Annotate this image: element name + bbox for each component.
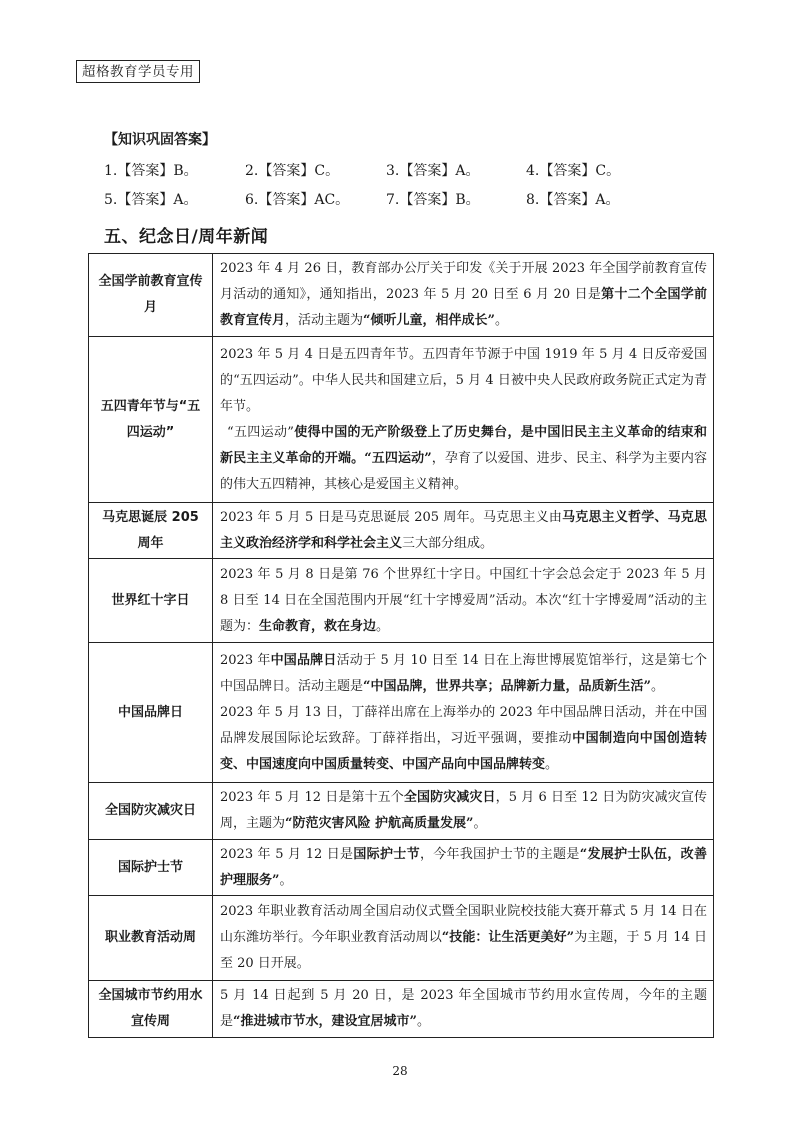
highlight: “防范灾害风险 护航高质量发展”: [285, 816, 474, 831]
text: 2023 年职业教育活动周全国启动仪式暨全国职业院校技能大赛开幕式 5 月 14 日在山东潍坊举行。今年职业教育活动周以: [220, 904, 707, 945]
row-content: [213, 840, 714, 896]
answer-item: 7.【答案】B。: [386, 192, 480, 208]
highlight: “技能：让生活更美好”: [441, 930, 575, 945]
table-row: [89, 783, 714, 840]
row-content: [213, 503, 714, 559]
table-row: [89, 254, 714, 337]
text: ，今年我国护士节的主题是: [419, 846, 580, 862]
text: ，5 月 6 日至 12 日为防灾减灾宣传周，主题为: [220, 790, 707, 831]
table-row: [89, 896, 714, 981]
row-label: 全国城市节约用水宣传周: [89, 981, 213, 1038]
text: “五四运动”: [227, 424, 294, 440]
highlight: 第十二个全国学前教育宣传月: [220, 287, 707, 328]
text: 2023 年 5 月 13 日，丁薛祥出席在上海举办的 2023 年中国品牌日活动，并在中国品牌发展国际论坛致辞。丁薛祥指出，习近平强调，要推动: [220, 704, 707, 746]
row-label: 全国防灾减灾日: [89, 783, 213, 840]
table-row: [89, 643, 714, 783]
text: 。: [473, 816, 487, 831]
row-content: [213, 783, 714, 840]
answers-heading: 【知识巩固答案】: [104, 132, 216, 148]
highlight: 国际护士节: [353, 846, 420, 862]
highlight: 马克思主义哲学、马克思主义政治经济学和科学社会主义: [220, 509, 707, 551]
answer-item: 8.【答案】A。: [526, 192, 620, 208]
paragraph: [220, 420, 707, 498]
row-label: 职业教育活动周: [89, 896, 213, 981]
answer-item: 4.【答案】C。: [526, 163, 621, 179]
highlight: 中国品牌日: [270, 652, 337, 668]
highlight: 使得中国的无产阶级登上了历史舞台，是中国旧民主主义革命的结束和新民主主义革命的开端。“五四运动”: [220, 424, 707, 466]
student-only-stamp: 超格教育学员专用: [76, 60, 200, 83]
answers-row-1: [104, 160, 724, 180]
answer-item: 2.【答案】C。: [245, 163, 340, 179]
row-label: 国际护士节: [89, 840, 213, 896]
text: 2023 年 5 月 8 日是第 76 个世界红十字日。中国红十字会总会定于 2023 年 5 月 8 日至 14 日在全国范围内开展“红十字博爱周”活动。本次“红十字博爱周”活动的主题为：: [220, 566, 707, 634]
row-content: [213, 337, 714, 503]
text: 2023 年 5 月 12 日是: [220, 846, 354, 862]
text: 2023 年 5 月 5 日是马克思诞辰 205 周年。马克思主义由: [220, 509, 563, 525]
highlight: “推进城市节水，建设宜居城市”: [233, 1014, 417, 1029]
text: 。: [376, 618, 390, 634]
row-label: 马克思诞辰 205 周年: [89, 503, 213, 559]
table-row: [89, 503, 714, 559]
highlight: 中国制造向中国创造转变、中国速度向中国质量转变、中国产品向中国品牌转变: [220, 730, 707, 772]
table-row: [89, 981, 714, 1038]
text: ，孕育了以爱国、进步、民主、科学为主要内容的伟大五四精神，其核心是爱国主义精神。: [220, 450, 707, 492]
answer-item: 1.【答案】B。: [104, 163, 198, 179]
row-label: 全国学前教育宣传月: [89, 254, 213, 337]
row-label: 五四青年节与“五四运动”: [89, 337, 213, 503]
text: 三大部分组成。: [402, 535, 494, 551]
table-row: [89, 840, 714, 896]
row-content: [213, 896, 714, 981]
highlight: 生命教育，救在身边: [259, 618, 377, 634]
highlight: “中国品牌，世界共享；品牌新力量，品质新生活”: [363, 678, 651, 694]
text: ，活动主题为: [285, 313, 364, 328]
table-row: [89, 559, 714, 643]
answers-row-2: [104, 189, 724, 209]
table-row: [89, 337, 714, 503]
highlight: “发展护士队伍，改善护理服务”: [220, 846, 707, 888]
text: 2023 年: [220, 652, 271, 668]
text: 。: [495, 313, 509, 328]
paragraph: [220, 700, 707, 778]
row-content: [213, 559, 714, 643]
row-content: [213, 643, 714, 783]
text: 5 月 14 日起到 5 月 20 日，是 2023 年全国城市节约用水宣传周，今年的主题是: [220, 988, 707, 1029]
highlight: 全国防灾减灾日: [403, 790, 496, 805]
row-content: [213, 254, 714, 337]
paragraph: [220, 648, 707, 700]
text: 活动于 5 月 10 日至 14 日在上海世博展览馆举行，这是第七个中国品牌日。活动主题是: [220, 652, 707, 694]
anniversary-news-table: [88, 253, 714, 1038]
text: 2023 年 4 月 26 日，教育部办公厅关于印发《关于开展 2023 年全国学前教育宣传月活动的通知》，通知指出，2023 年 5 月 20 日至 6 月 20 日是: [220, 261, 707, 302]
text: 。: [416, 1014, 430, 1029]
text: 为主题，于 5 月 14 日至 20 日开展。: [220, 930, 707, 971]
text: 。: [279, 872, 293, 888]
row-content: [213, 981, 714, 1038]
text: 。: [545, 756, 559, 772]
paragraph: 2023 年 5 月 4 日是五四青年节。五四青年节源于中国 1919 年 5 月 4 日反帝爱国的“五四运动”。中华人民共和国建立后，5 月 4 日被中央人民政府政务院正式定为青年节。: [220, 346, 707, 414]
row-label: 世界红十字日: [89, 559, 213, 643]
answer-item: 5.【答案】A。: [104, 192, 198, 208]
text: 2023 年 5 月 12 日是第十五个: [220, 790, 404, 805]
row-label: 中国品牌日: [89, 643, 213, 783]
section-title: 五、纪念日/周年新闻: [104, 227, 269, 247]
highlight: “倾听儿童，相伴成长”: [363, 313, 495, 328]
page-number: 28: [392, 1064, 408, 1078]
answer-item: 3.【答案】A。: [386, 163, 480, 179]
text: 。: [650, 678, 664, 694]
answer-item: 6.【答案】AC。: [245, 192, 350, 208]
